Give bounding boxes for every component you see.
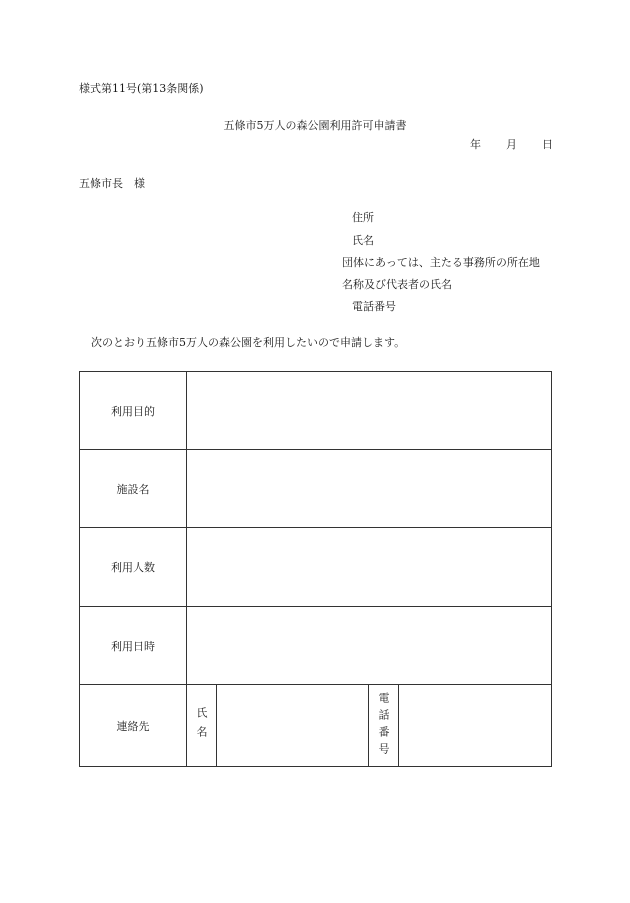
datetime-label: 利用日時 [80,607,187,685]
applicant-name-label: 氏名 [352,234,374,247]
headcount-label: 利用人数 [80,528,187,607]
form-number: 様式第11号(第13条関係) [79,82,204,95]
table-row-datetime [80,607,552,685]
contact-label: 連絡先 [80,685,187,767]
applicant-org-note-line1: 団体にあっては、主たる事務所の所在地 [342,256,540,269]
table-row-headcount [80,528,552,607]
purpose-label: 利用目的 [80,372,187,450]
contact-phone-label: 電話番号 [377,691,390,760]
table-row-purpose [80,372,552,450]
contact-name-label-cell [187,685,217,767]
date-month-label: 月 [506,138,517,151]
intro-text: 次のとおり五條市5万人の森公園を利用したいので申請します。 [91,336,406,349]
applicant-address-label: 住所 [352,211,374,224]
datetime-value[interactable] [187,607,552,685]
headcount-value[interactable] [187,528,552,607]
table-row-facility [80,450,552,528]
application-table [79,371,552,767]
facility-label: 施設名 [80,450,187,528]
contact-name-label: 氏名 [195,706,208,745]
contact-phone-value[interactable] [399,685,552,767]
table-row-contact [80,685,552,767]
contact-phone-label-cell [369,685,399,767]
applicant-org-note-line2: 名称及び代表者の氏名 [342,278,452,291]
applicant-phone-label: 電話番号 [352,300,396,313]
document-title: 五條市5万人の森公園利用許可申請書 [223,119,407,132]
contact-name-value[interactable] [217,685,369,767]
addressee: 五條市長 様 [79,177,145,190]
date-day-label: 日 [542,138,553,151]
date-year-label: 年 [470,138,481,151]
facility-value[interactable] [187,450,552,528]
purpose-value[interactable] [187,372,552,450]
